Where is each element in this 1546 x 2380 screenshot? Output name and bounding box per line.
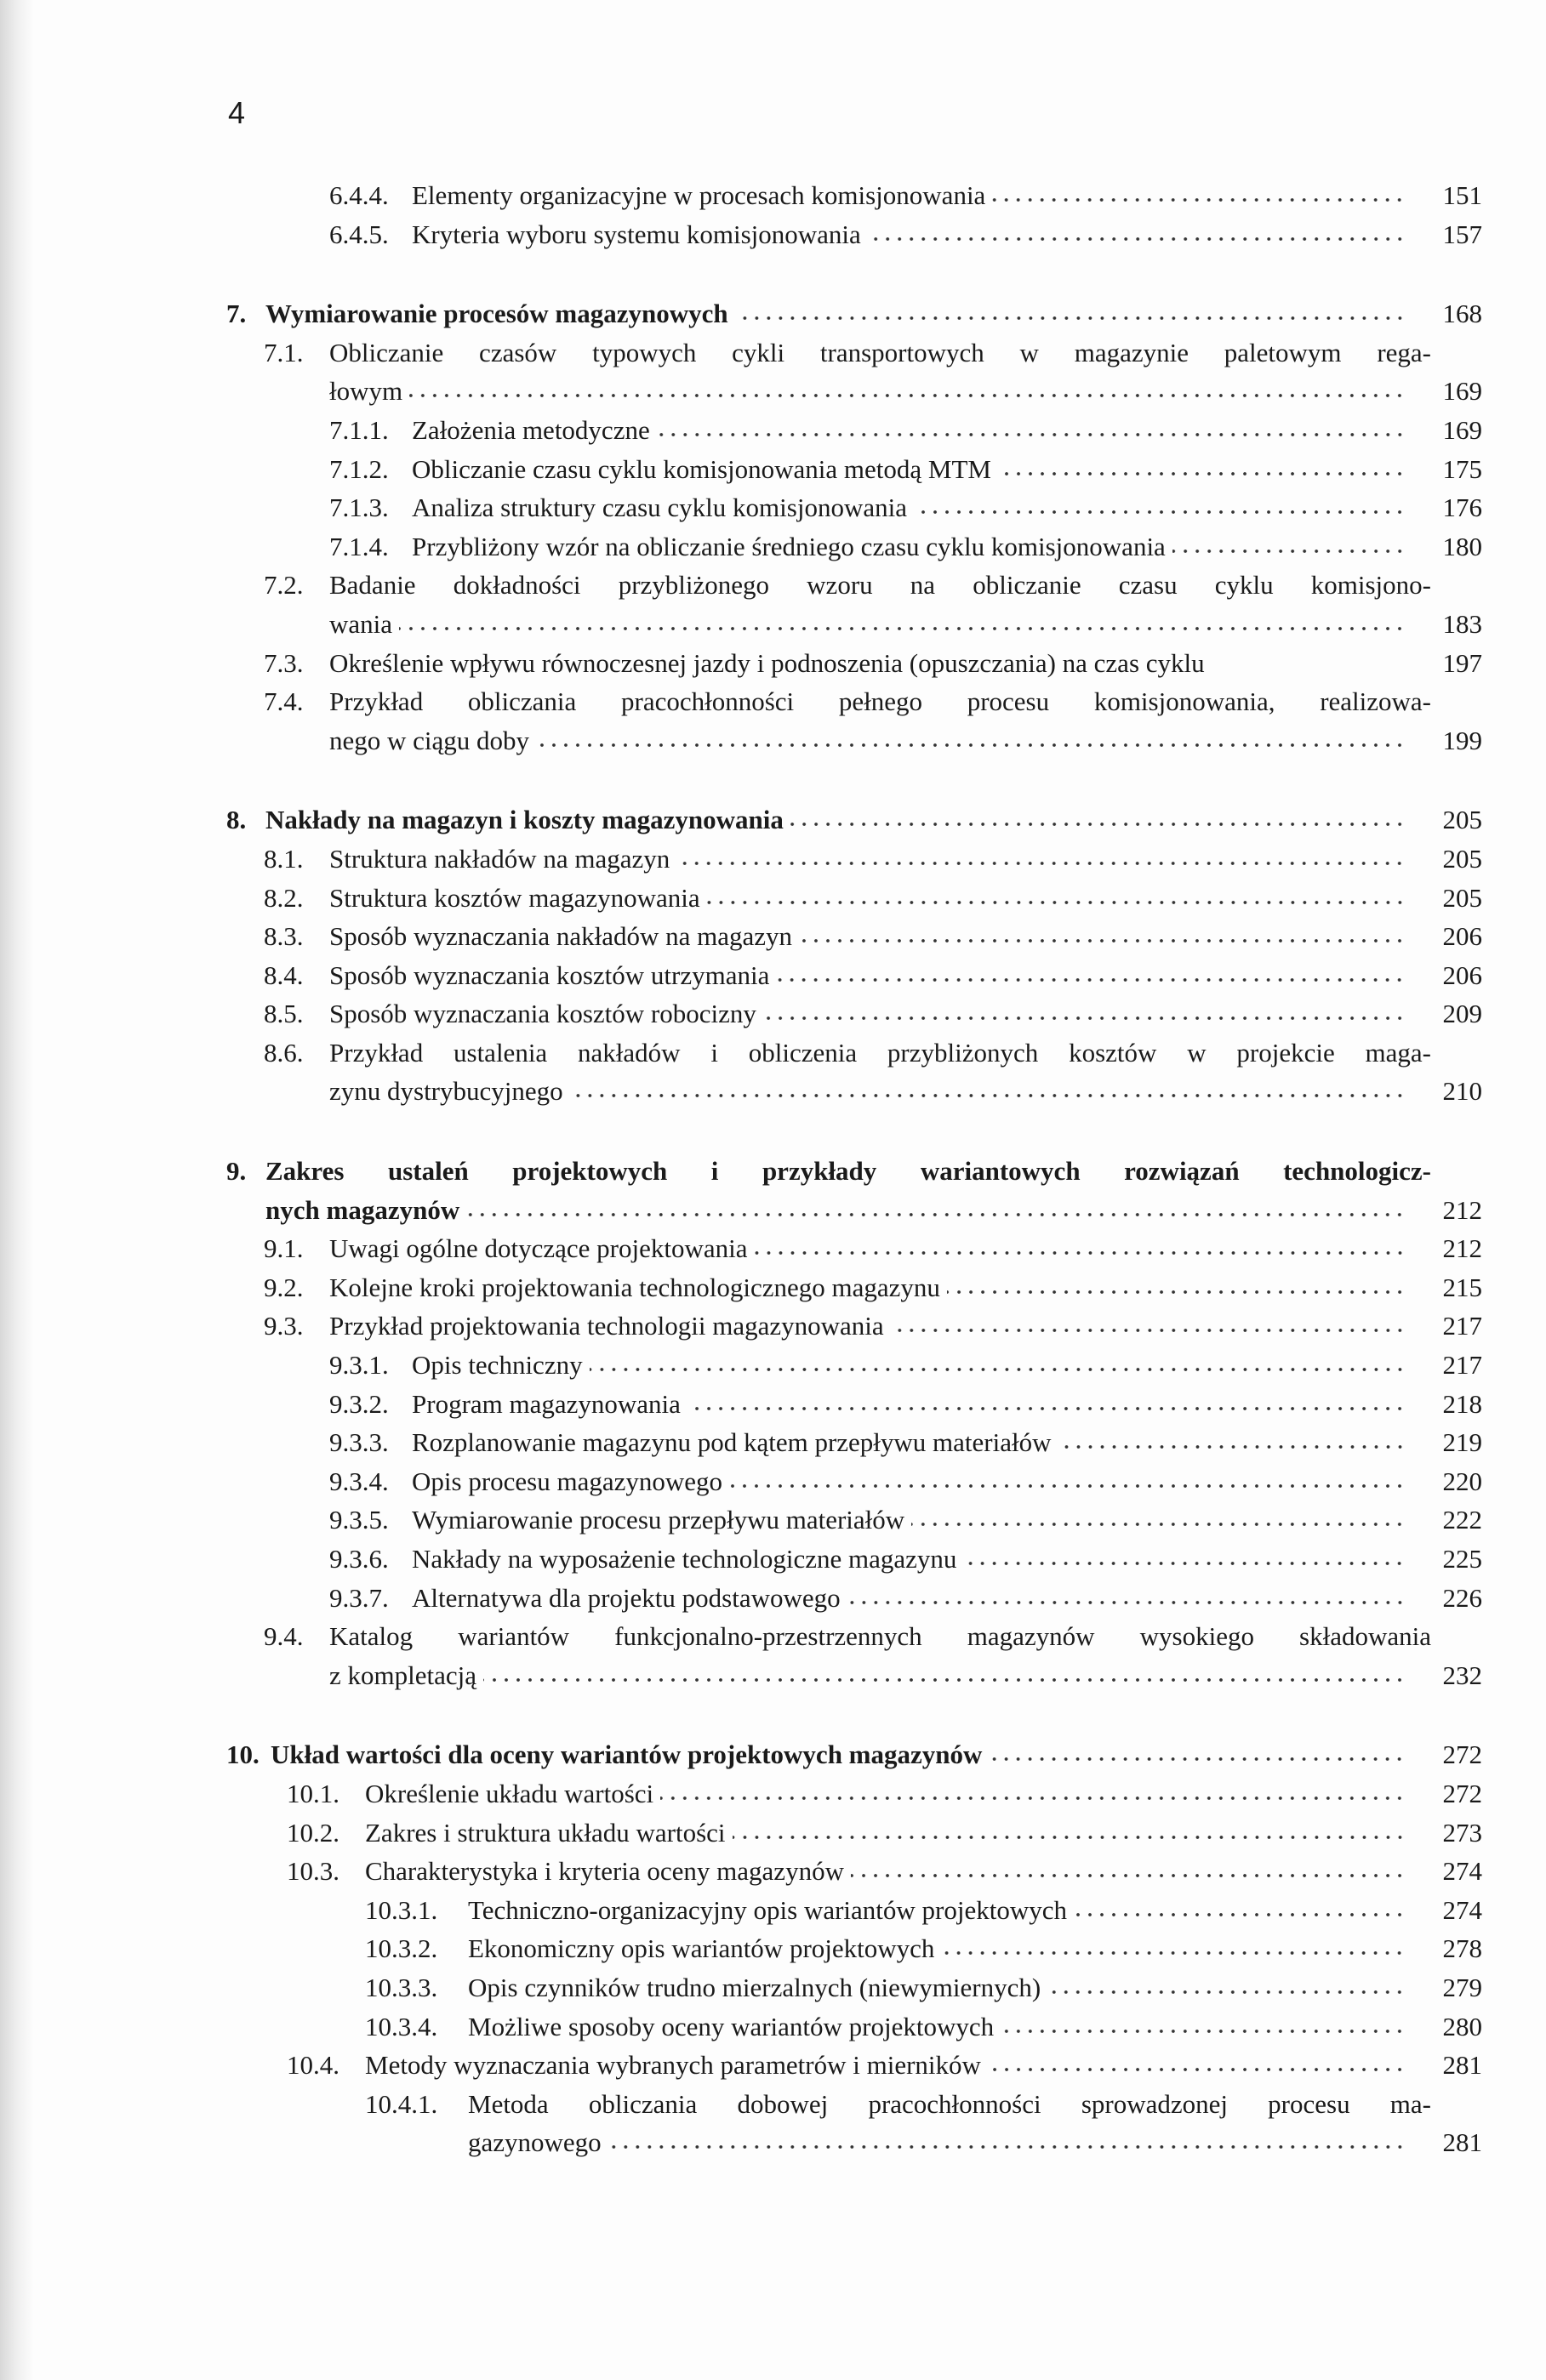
- entry-page-number: 151: [1442, 180, 1482, 210]
- entry-page-number: 169: [1442, 376, 1482, 407]
- entry-page-number: 226: [1442, 1582, 1482, 1613]
- entry-page-number: 232: [1442, 1660, 1482, 1690]
- entry-number: 7.4.: [264, 686, 304, 717]
- toc-entry: [0, 840, 1546, 879]
- entry-title: Nakłady na wyposażenie technologiczne magazynu: [412, 1544, 957, 1574]
- toc-entry: [0, 1423, 1546, 1462]
- entry-page-number: 272: [1442, 1739, 1482, 1770]
- entry-title: Przykład obliczania pracochłonności pełnego procesu komisjonowania, realizowa-: [329, 686, 1431, 717]
- entry-title: Zakres i struktura układu wartości: [365, 1817, 726, 1848]
- entry-title: wania: [329, 608, 393, 639]
- toc-entry: [0, 1268, 1546, 1307]
- entry-title: Założenia metodyczne: [412, 414, 650, 445]
- toc-entry: [0, 1617, 1546, 1694]
- entry-title: Nakłady na magazyn i koszty magazynowania: [265, 805, 784, 835]
- toc-entry: [0, 1540, 1546, 1579]
- toc-entry: [0, 2007, 1546, 2047]
- entry-page-number: 169: [1442, 414, 1482, 445]
- page-number: 4: [228, 95, 246, 130]
- entry-page-number: 280: [1442, 2011, 1482, 2041]
- dot-leader: [660, 1794, 1406, 1802]
- entry-title: Charakterystyka i kryteria oceny magazynów: [365, 1856, 844, 1887]
- toc-entry: [0, 682, 1546, 760]
- entry-title: Opis procesu magazynowego: [412, 1466, 723, 1496]
- toc-entry: [0, 917, 1546, 956]
- entry-page-number: 206: [1442, 921, 1482, 952]
- dot-leader: [687, 1404, 1406, 1413]
- entry-page-number: 215: [1442, 1272, 1482, 1302]
- entry-title: Wymiarowanie procesów magazynowych: [265, 299, 728, 329]
- entry-title: Zakres ustaleń projektowych i przykłady wariantowych rozwiązań technologicz-: [265, 1156, 1431, 1187]
- entry-number: 9.: [226, 1156, 247, 1187]
- entry-number: 9.3.4.: [329, 1466, 389, 1496]
- entry-title: Analiza struktury czasu cyklu komisjonowania: [412, 493, 907, 523]
- entry-page-number: 157: [1442, 219, 1482, 249]
- entry-number: 7.1.: [264, 337, 304, 367]
- dot-leader: [1172, 547, 1406, 555]
- entry-number: 9.3.5.: [329, 1505, 389, 1535]
- toc-chapter: [0, 800, 1546, 840]
- dot-leader: [466, 1210, 1406, 1219]
- entry-title: Wymiarowanie procesu przepływu materiałów: [412, 1505, 905, 1535]
- entry-number: 8.5.: [264, 999, 304, 1029]
- dot-leader: [851, 1871, 1406, 1880]
- toc-entry: [0, 1774, 1546, 1813]
- entry-title: Metoda obliczania dobowej pracochłonności sprowadzonej procesu ma-: [468, 2088, 1431, 2119]
- dot-leader: [998, 470, 1406, 478]
- entry-number: 9.4.: [264, 1621, 304, 1652]
- dot-leader: [657, 430, 1406, 439]
- entry-number: 9.2.: [264, 1272, 304, 1302]
- dot-leader: [914, 508, 1406, 516]
- toc-entry: [0, 994, 1546, 1033]
- dot-leader: [989, 1755, 1406, 1763]
- entry-page-number: 183: [1442, 608, 1482, 639]
- toc-entry: [0, 1462, 1546, 1501]
- entry-page-number: 205: [1442, 843, 1482, 874]
- dot-leader: [992, 196, 1406, 204]
- dot-leader: [911, 1520, 1406, 1529]
- toc-entry: [0, 1929, 1546, 1968]
- entry-title: gazynowego: [468, 2127, 602, 2158]
- entry-title: Opis czynników trudno mierzalnych (niewymiernych): [468, 1972, 1041, 2002]
- toc-entry: [0, 2085, 1546, 2162]
- entry-title: nego w ciągu doby: [329, 725, 530, 755]
- entry-number: 9.3.1.: [329, 1350, 389, 1381]
- entry-number: 10.4.: [287, 2050, 339, 2081]
- entry-page-number: 168: [1442, 299, 1482, 329]
- entry-number: 7.1.3.: [329, 493, 389, 523]
- entry-title: Sposób wyznaczania kosztów robocizny: [329, 999, 756, 1029]
- toc-entry: [0, 1346, 1546, 1385]
- entry-number: 8.2.: [264, 882, 304, 913]
- entry-title: Badanie dokładności przybliżonego wzoru na obliczanie czasu cyklu komisjono-: [329, 570, 1431, 601]
- entry-title: Opis techniczny: [412, 1350, 583, 1381]
- dot-leader: [399, 624, 1406, 633]
- entry-number: 10.: [226, 1739, 260, 1770]
- entry-title: Metody wyznaczania wybranych parametrów i mierników: [365, 2050, 981, 2081]
- entry-number: 10.3.2.: [365, 1933, 438, 1964]
- toc-entry: [0, 1891, 1546, 1930]
- entry-page-number: 220: [1442, 1466, 1482, 1496]
- entry-page-number: 218: [1442, 1388, 1482, 1419]
- entry-title: Przybliżony wzór na obliczanie średniego czasu cyklu komisjonowania: [412, 531, 1166, 561]
- dot-leader: [1212, 663, 1406, 672]
- entry-title: Możliwe sposoby oceny wariantów projektowych: [468, 2011, 995, 2041]
- dot-leader: [1001, 2027, 1406, 2036]
- entry-number: 10.3.3.: [365, 1972, 438, 2002]
- entry-title: Określenie wpływu równoczesnej jazdy i podnoszenia (opuszczania) na czas cyklu: [329, 647, 1205, 678]
- entry-title: Przykład ustalenia nakładów i obliczenia przybliżonych kosztów w projekcie maga-: [329, 1037, 1431, 1068]
- dot-leader: [941, 1949, 1406, 1957]
- entry-number: 7.1.1.: [329, 414, 389, 445]
- toc-entry: [0, 1229, 1546, 1268]
- dot-leader: [799, 937, 1406, 945]
- entry-page-number: 209: [1442, 999, 1482, 1029]
- entry-title: Określenie układu wartości: [365, 1778, 654, 1808]
- entry-title: Rozplanowanie magazynu pod kątem przepływu materiałów: [412, 1427, 1052, 1458]
- entry-title: Przykład projektowania technologii magazynowania: [329, 1311, 884, 1341]
- dot-leader: [536, 741, 1406, 749]
- entry-title: Układ wartości dla oceny wariantów projektowych magazynów: [271, 1739, 983, 1770]
- dot-leader: [988, 2065, 1406, 2074]
- entry-page-number: 274: [1442, 1894, 1482, 1925]
- dot-leader: [755, 1249, 1406, 1257]
- entry-title: zynu dystrybucyjnego: [329, 1076, 563, 1107]
- entry-number: 10.4.1.: [365, 2088, 438, 2119]
- dot-leader: [763, 1014, 1406, 1022]
- dot-leader: [868, 235, 1406, 243]
- entry-number: 9.3.3.: [329, 1427, 389, 1458]
- toc-entry: [0, 644, 1546, 683]
- entry-title: Obliczanie czasu cyklu komisjonowania metodą MTM: [412, 453, 991, 484]
- entry-number: 7.2.: [264, 570, 304, 601]
- entry-number: 7.3.: [264, 647, 304, 678]
- entry-number: 9.3.7.: [329, 1582, 389, 1613]
- entry-page-number: 222: [1442, 1505, 1482, 1535]
- entry-title: Obliczanie czasów typowych cykli transportowych w magazynie paletowym rega-: [329, 337, 1431, 367]
- toc-chapter: [0, 294, 1546, 333]
- entry-page-number: 281: [1442, 2050, 1482, 2081]
- entry-title: Katalog wariantów funkcjonalno-przestrzennych magazynów wysokiego składowania: [329, 1621, 1431, 1652]
- toc-entry: [0, 879, 1546, 918]
- toc-entry: [0, 411, 1546, 450]
- entry-page-number: 274: [1442, 1856, 1482, 1887]
- entry-title: Sposób wyznaczania nakładów na magazyn: [329, 921, 793, 952]
- dot-leader: [1074, 1910, 1406, 1919]
- dot-leader: [790, 820, 1406, 828]
- toc-chapter: [0, 1152, 1546, 1229]
- entry-number: 8.4.: [264, 959, 304, 990]
- entry-page-number: 206: [1442, 959, 1482, 990]
- entry-title: Struktura kosztów magazynowania: [329, 882, 700, 913]
- entry-page-number: 180: [1442, 531, 1482, 561]
- entry-number: 8.3.: [264, 921, 304, 952]
- dot-leader: [409, 391, 1406, 400]
- dot-leader: [776, 976, 1406, 984]
- toc-entry: [0, 450, 1546, 489]
- entry-title: Uwagi ogólne dotyczące projektowania: [329, 1233, 748, 1264]
- entry-number: 10.3.4.: [365, 2011, 438, 2041]
- entry-number: 10.3.1.: [365, 1894, 438, 1925]
- toc-entry: [0, 176, 1546, 215]
- entry-title: Techniczno-organizacyjny opis wariantów projektowych: [468, 1894, 1067, 1925]
- entry-title: Program magazynowania: [412, 1388, 681, 1419]
- entry-number: 6.4.5.: [329, 219, 389, 249]
- dot-leader: [608, 2143, 1406, 2151]
- entry-number: 8.: [226, 805, 247, 835]
- entry-page-number: 225: [1442, 1544, 1482, 1574]
- dot-leader: [733, 1833, 1406, 1842]
- entry-page-number: 273: [1442, 1817, 1482, 1848]
- entry-page-number: 279: [1442, 1972, 1482, 2002]
- dot-leader: [729, 1482, 1406, 1490]
- toc-entry: [0, 1852, 1546, 1891]
- dot-leader: [1047, 1988, 1406, 1996]
- dot-leader: [947, 1288, 1406, 1296]
- entry-number: 8.6.: [264, 1037, 304, 1068]
- entry-page-number: 281: [1442, 2127, 1482, 2158]
- entry-page-number: 217: [1442, 1350, 1482, 1381]
- dot-leader: [963, 1559, 1406, 1568]
- entry-page-number: 212: [1442, 1194, 1482, 1225]
- toc-entry: [0, 215, 1546, 254]
- entry-number: 7.1.2.: [329, 453, 389, 484]
- entry-title: Struktura nakładów na magazyn: [329, 843, 670, 874]
- toc-entry: [0, 1307, 1546, 1346]
- entry-number: 7.1.4.: [329, 531, 389, 561]
- dot-leader: [590, 1365, 1406, 1374]
- entry-number: 6.4.4.: [329, 180, 389, 210]
- entry-number: 7.: [226, 299, 247, 329]
- entry-page-number: 217: [1442, 1311, 1482, 1341]
- dot-leader: [570, 1091, 1406, 1100]
- entry-number: 10.3.: [287, 1856, 339, 1887]
- toc-entry: [0, 333, 1546, 411]
- toc-entry: [0, 488, 1546, 527]
- toc-entry: [0, 1500, 1546, 1540]
- entry-title: Sposób wyznaczania kosztów utrzymania: [329, 959, 770, 990]
- dot-leader: [483, 1676, 1406, 1684]
- toc-chapter: [0, 1735, 1546, 1774]
- entry-page-number: 197: [1442, 647, 1482, 678]
- dot-leader: [1058, 1443, 1406, 1451]
- entry-title: Kryteria wyboru systemu komisjonowania: [412, 219, 861, 249]
- entry-title: Elementy organizacyjne w procesach komisjonowania: [412, 180, 986, 210]
- dot-leader: [735, 314, 1406, 322]
- dot-leader: [676, 859, 1406, 868]
- entry-page-number: 205: [1442, 882, 1482, 913]
- toc-entry: [0, 1033, 1546, 1111]
- entry-number: 8.1.: [264, 843, 304, 874]
- toc-entry: [0, 956, 1546, 995]
- entry-title: Alternatywa dla projektu podstawowego: [412, 1582, 841, 1613]
- toc-entry: [0, 1579, 1546, 1618]
- entry-page-number: 210: [1442, 1076, 1482, 1107]
- toc-entry: [0, 1968, 1546, 2007]
- toc-entry: [0, 1813, 1546, 1853]
- entry-title: łowym: [329, 376, 403, 407]
- dot-leader: [891, 1326, 1406, 1335]
- entry-title: z kompletacją: [329, 1660, 476, 1690]
- table-of-contents: [0, 176, 1546, 2162]
- entry-page-number: 205: [1442, 805, 1482, 835]
- toc-entry: [0, 1385, 1546, 1424]
- toc-entry: [0, 527, 1546, 567]
- toc-entry: [0, 2046, 1546, 2085]
- entry-page-number: 278: [1442, 1933, 1482, 1964]
- entry-number: 9.3.2.: [329, 1388, 389, 1419]
- entry-page-number: 199: [1442, 725, 1482, 755]
- entry-title: Ekonomiczny opis wariantów projektowych: [468, 1933, 935, 1964]
- entry-number: 10.2.: [287, 1817, 339, 1848]
- entry-number: 9.3.6.: [329, 1544, 389, 1574]
- entry-title: nych magazynów: [265, 1194, 460, 1225]
- entry-page-number: 212: [1442, 1233, 1482, 1264]
- dot-leader: [847, 1598, 1406, 1607]
- entry-page-number: 272: [1442, 1778, 1482, 1808]
- toc-entry: [0, 566, 1546, 643]
- entry-page-number: 175: [1442, 453, 1482, 484]
- entry-page-number: 176: [1442, 493, 1482, 523]
- dot-leader: [707, 898, 1406, 907]
- entry-number: 9.3.: [264, 1311, 304, 1341]
- entry-number: 9.1.: [264, 1233, 304, 1264]
- entry-page-number: 219: [1442, 1427, 1482, 1458]
- entry-number: 10.1.: [287, 1778, 339, 1808]
- entry-title: Kolejne kroki projektowania technologicznego magazynu: [329, 1272, 940, 1302]
